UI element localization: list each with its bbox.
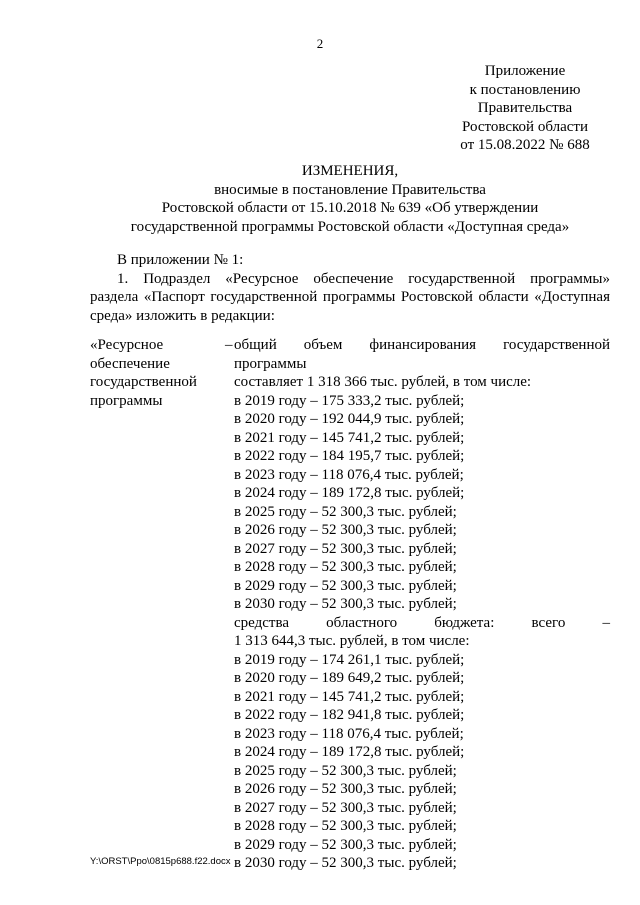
document-title	[90, 162, 610, 236]
year-item: в 2030 году – 52 300,3 тыс. рублей;	[234, 596, 457, 612]
file-path-footer: Y:\ORST\Ppo\0815p688.f22.docx	[90, 856, 231, 867]
year-item: в 2029 году – 52 300,3 тыс. рублей;	[234, 836, 457, 853]
appendix-line: от 15.08.2022 № 688	[460, 137, 590, 153]
amendment-paragraph-rest: раздела «Паспорт государственной программы Ростовской области «Доступная среда» изложить в редакции:	[90, 289, 610, 324]
year-item: в 2021 году – 145 741,2 тыс. рублей;	[234, 688, 465, 705]
year-item: в 2026 году – 52 300,3 тыс. рублей;	[234, 522, 457, 538]
year-item: в 2020 году – 192 044,9 тыс. рублей;	[234, 411, 465, 427]
regional-intro-line: 1 313 644,3 тыс. рублей, в том числе:	[234, 633, 470, 649]
title-line: Ростовской области от 15.10.2018 № 639 «Об утверждении	[161, 200, 539, 216]
year-item: в 2025 году – 52 300,3 тыс. рублей;	[234, 503, 457, 520]
page-number: 2	[316, 36, 324, 51]
year-item: в 2019 году – 174 261,1 тыс. рублей;	[234, 651, 465, 668]
year-item: в 2027 году – 52 300,3 тыс. рублей;	[234, 799, 457, 816]
total-years-list	[234, 392, 610, 614]
regional-years-list	[234, 651, 610, 873]
intro-paragraph: В приложении № 1:	[117, 252, 244, 268]
title-line: государственной программы Ростовской области «Доступная среда»	[130, 218, 570, 235]
label-line: обеспечение	[90, 355, 170, 372]
year-item: в 2028 году – 52 300,3 тыс. рублей;	[234, 818, 457, 834]
title-heading: ИЗМЕНЕНИЯ,	[301, 163, 399, 179]
total-intro-line: общий объем финансирования государственной программы	[234, 337, 610, 372]
title-line: вносимые в постановление Правительства	[214, 181, 486, 198]
year-item: в 2029 году – 52 300,3 тыс. рублей;	[234, 577, 457, 594]
appendix-line: Правительства	[477, 100, 573, 116]
resource-label	[90, 336, 220, 410]
resource-body	[234, 336, 610, 873]
year-item: в 2023 году – 118 076,4 тыс. рублей;	[234, 466, 464, 483]
appendix-header	[430, 62, 620, 155]
year-item: в 2023 году – 118 076,4 тыс. рублей;	[234, 725, 464, 742]
year-item: в 2021 году – 145 741,2 тыс. рублей;	[234, 429, 465, 446]
year-item: в 2030 году – 52 300,3 тыс. рублей;	[234, 855, 457, 871]
year-item: в 2020 году – 189 649,2 тыс. рублей;	[234, 670, 465, 686]
year-item: в 2024 году – 189 172,8 тыс. рублей;	[234, 485, 465, 501]
total-intro-line: составляет 1 318 366 тыс. рублей, в том числе:	[234, 374, 532, 390]
label-line: программы	[90, 392, 163, 409]
intro-section	[90, 251, 610, 325]
year-item: в 2028 году – 52 300,3 тыс. рублей;	[234, 559, 457, 575]
amendment-paragraph-first-line: 1. Подраздел «Ресурсное обеспечение государственной программы»	[117, 270, 610, 287]
appendix-line: к постановлению	[469, 81, 581, 98]
year-item: в 2019 году – 175 333,2 тыс. рублей;	[234, 392, 465, 409]
appendix-line: Приложение	[484, 63, 566, 79]
year-item: в 2022 году – 182 941,8 тыс. рублей;	[234, 707, 465, 723]
year-item: в 2024 году – 189 172,8 тыс. рублей;	[234, 744, 465, 760]
label-line: «Ресурсное	[90, 337, 164, 353]
regional-intro-line: средства областного бюджета: всего –	[234, 614, 610, 631]
year-item: в 2025 году – 52 300,3 тыс. рублей;	[234, 762, 457, 779]
year-item: в 2027 году – 52 300,3 тыс. рублей;	[234, 540, 457, 557]
appendix-line: Ростовской области	[462, 118, 588, 135]
year-item: в 2022 году – 184 195,7 тыс. рублей;	[234, 448, 465, 464]
year-item: в 2026 году – 52 300,3 тыс. рублей;	[234, 781, 457, 797]
label-line: государственной	[90, 374, 197, 390]
resource-dash: –	[225, 337, 233, 353]
